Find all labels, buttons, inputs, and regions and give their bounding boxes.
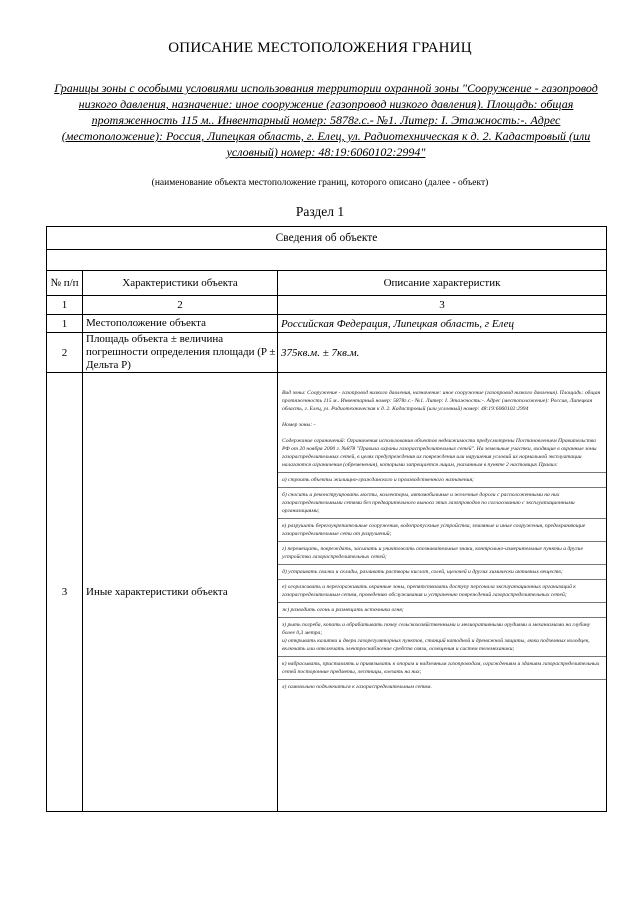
column-header-number: № п/п [47, 271, 83, 296]
column-number: 2 [83, 296, 278, 315]
column-header-description: Описание характеристик [278, 271, 607, 296]
divider [278, 518, 606, 519]
divider [278, 472, 606, 473]
zone-number-text: Номер зоны: - [282, 422, 316, 428]
restriction-item: д) устраивать свалки и склады, разливать растворы кислот, солей, щелочей и других химически активных веществ; [282, 569, 563, 575]
divider [278, 602, 606, 603]
row-value: 375кв.м. ± 7кв.м. [278, 333, 607, 373]
object-info-table [46, 226, 607, 812]
other-characteristics [278, 373, 607, 812]
column-number: 1 [47, 296, 83, 315]
row-label: Местоположение объекта [83, 315, 278, 333]
table-row [47, 373, 607, 812]
zone-description: Границы зоны с особыми условиями использования территории охранной зоны "Сооружение - газопровод низкого давления, назначение: иное сооружение (газопровод низкого давления). Площадь: общая протяженность 115 м.. Инвентарный номер: 5878г.с.- №1. Литер: I. Этажность:-. Адрес (местоположение): Россия, Липецкая область, г. Елец, ул. Радиотехническая к д. 2. Кадастровый (или условный) номер: 48:19:6060102:2994" [54, 81, 598, 159]
page-title: ОПИСАНИЕ МЕСТОПОЛОЖЕНИЯ ГРАНИЦ [168, 40, 472, 56]
restriction-item: а) строить объекты жилищно-гражданского и производственного назначения; [282, 477, 474, 483]
divider [278, 564, 606, 565]
restriction-item: к) набрасывать, приставлять и привязывать к опорам и надземным газопроводам, ограждениям и зданиям газораспределительных сетей посторонние предметы, лестницы, влезать на них; [282, 661, 600, 675]
restriction-item: в) разрушать берегоукрепительные сооружения, водопропускные устройства, земляные и иные сооружения, предохраняющие газораспределительные сети от разрушений; [282, 523, 586, 537]
column-number: 3 [278, 296, 607, 315]
divider [278, 541, 606, 542]
row-value: Российская Федерация, Липецкая область, г Елец [278, 315, 607, 333]
restriction-item: е) огораживать и перегораживать охранные зоны, препятствовать доступу персонала эксплуатационных организаций к газораспределительным сетям, проведению обслуживания и устранению повреждений газораспределительных сетей; [282, 584, 576, 598]
restriction-item: ж) разводить огонь и размещать источники огня; [282, 607, 404, 613]
row-label: Иные характеристики объекта [83, 373, 278, 812]
section-title: Раздел 1 [295, 204, 345, 219]
object-caption: (наименование объекта местоположение границ, которого описано (далее - объект) [151, 178, 489, 188]
divider [278, 679, 606, 680]
table-heading: Сведения об объекте [47, 227, 607, 250]
restriction-item: з) рыть погреба, копать и обрабатывать почву сельскохозяйственными и мелиоративными орудиями и механизмами на глубину более 0,3 метра; [282, 622, 591, 636]
restrictions-text: Содержание ограничений: Ограничения использования объектов недвижимости предусмотрены Постановлением Правительства РФ от 20 ноября 2000 г. №878 "Правила охраны газораспределительных сетей". На земельные участки, входящие в охранные зоны газораспределительных сетей, в целях предупреждения их повреждения или нарушения условий их нормальной эксплуатации налагаются ограничения (обременения), которыми запрещается лицам, указанным в пункте 2 настоящих Правил: [282, 438, 597, 468]
divider [278, 656, 606, 657]
table-row [47, 333, 607, 373]
divider [278, 487, 606, 488]
table-row [47, 315, 607, 333]
restriction-item: и) открывать калитки и двери газорегуляторных пунктов, станций катодной и дренажной защиты, люки подземных колодцев, включать или отключать электроснабжение средств связи, освещения и систем телемеханики; [282, 638, 590, 652]
zone-type-text: Вид зоны: Сооружение - газопровод низкого давления, назначение: иное сооружение (газопровод низкого давления). Площадь: общая протяженность 115 м.. Инвентарный номер: 5878г.с.- №1. Литер: I. Этажность:-. Адрес (местоположение): Россия, Липецкая область, г. Елец, ул. Радиотехническая к д. 2. Кадастровый (или условный) номер: 48:19:6060102:2994 [282, 390, 601, 412]
row-number: 2 [47, 333, 83, 373]
divider [278, 579, 606, 580]
row-number: 3 [47, 373, 83, 812]
restriction-item: г) перемещать, повреждать, засыпать и уничтожать опознавательные знаки, контрольно-измерительные пункты и другие устройства газораспределительных сетей; [282, 546, 583, 560]
column-header-characteristic: Характеристики объекта [83, 271, 278, 296]
restriction-item: б) сносить и реконструировать мосты, коллекторы, автомобильные и железные дороги с расположенными на них газораспределительными сетями без предварительного выноса этих газопроводов по согласованию с эксплуатационными организациями; [282, 492, 575, 514]
row-label: Площадь объекта ± величина погрешности определения площади (P ± Дельта P) [83, 333, 278, 373]
row-number: 1 [47, 315, 83, 333]
blank-row [47, 250, 607, 271]
restriction-item: л) самовольно подключаться к газораспределительным сетям. [282, 684, 432, 690]
divider [278, 617, 606, 618]
